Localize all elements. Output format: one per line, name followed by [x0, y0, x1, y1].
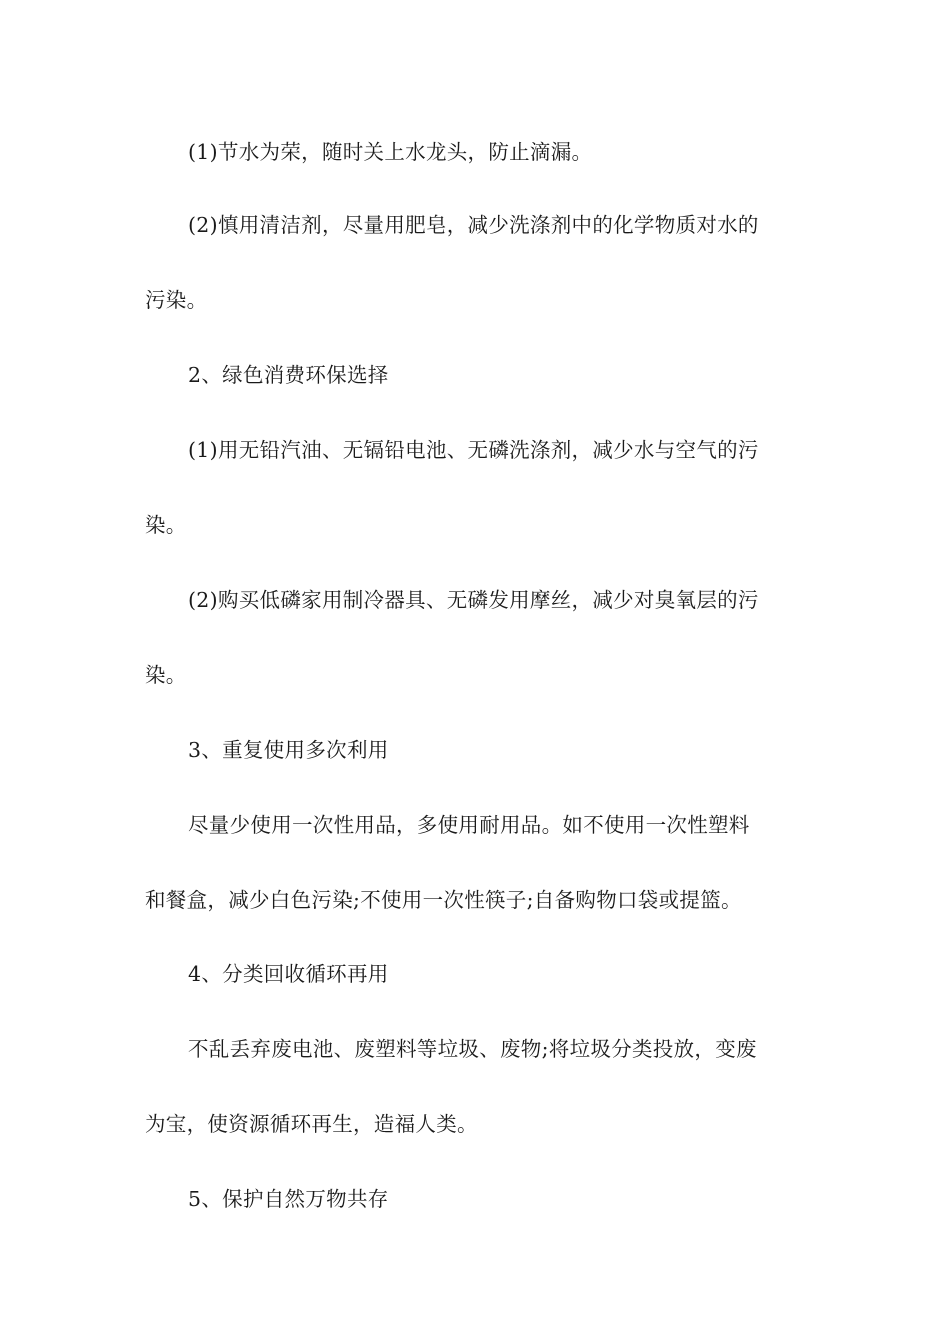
heading-protect-nature: 5、保护自然万物共存	[188, 1187, 389, 1211]
paragraph-low-phosphorus: (2)购买低磷家用制冷器具、无磷发用摩丝，减少对臭氧层的污	[188, 588, 759, 612]
paragraph-low-phosphorus-cont: 染。	[145, 663, 187, 687]
paragraph-detergent-cont: 污染。	[145, 288, 208, 312]
heading-reuse: 3、重复使用多次利用	[188, 738, 389, 762]
paragraph-detergent: (2)慎用清洁剂，尽量用肥皂，减少洗涤剂中的化学物质对水的	[188, 213, 759, 237]
heading-recycling: 4、分类回收循环再用	[188, 962, 389, 986]
paragraph-lead-free: (1)用无铅汽油、无镉铅电池、无磷洗涤剂，减少水与空气的污	[188, 438, 759, 462]
paragraph-recycling-cont: 为宝，使资源循环再生，造福人类。	[145, 1112, 478, 1136]
paragraph-recycling: 不乱丢弃废电池、废塑料等垃圾、废物;将垃圾分类投放，变废	[188, 1037, 757, 1061]
heading-green-consumption: 2、绿色消费环保选择	[188, 363, 389, 387]
paragraph-reuse-cont: 和餐盒，减少白色污染;不使用一次性筷子;自备购物口袋或提篮。	[145, 888, 742, 912]
paragraph-reuse: 尽量少使用一次性用品，多使用耐用品。如不使用一次性塑料	[188, 813, 750, 837]
paragraph-lead-free-cont: 染。	[145, 513, 187, 537]
paragraph-water-saving: (1)节水为荣，随时关上水龙头，防止滴漏。	[188, 140, 593, 164]
